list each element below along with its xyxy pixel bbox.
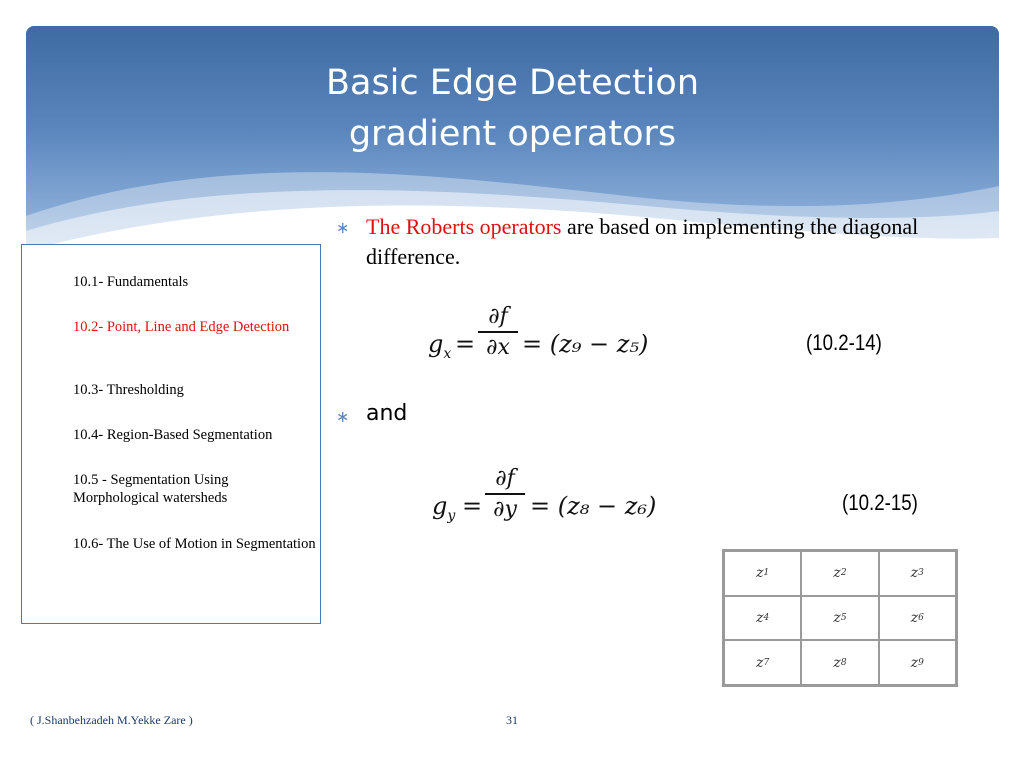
toc-item-thresholding[interactable]: 10.3- Thresholding xyxy=(73,382,184,398)
grid-cell-z3: z 3 xyxy=(879,551,956,596)
bullet-asterisk-icon: ∗ xyxy=(336,220,350,237)
eq1-number: (10.2-14) xyxy=(806,330,882,355)
eq2-number: (10.2-15) xyxy=(842,490,918,515)
eq2-denominator: ∂y xyxy=(493,497,517,522)
eq2-rhs: = (z₈ − z₆) xyxy=(530,492,657,520)
grid-cell-z9: z 9 xyxy=(879,640,956,685)
roberts-operators-highlight: The Roberts operators xyxy=(366,214,562,239)
toc-item-watersheds[interactable]: 10.5 - Segmentation Using Morphological watersheds xyxy=(73,472,229,506)
eq2-lhs: g xyxy=(432,492,448,520)
toc-item-edge-detection[interactable]: 10.2- Point, Line and Edge Detection xyxy=(73,319,290,335)
equation-gy xyxy=(432,492,455,524)
eq1-equals: = xyxy=(455,330,476,358)
bullet-roberts-text xyxy=(366,212,966,272)
grid-cell-z6: z 6 xyxy=(879,596,956,641)
footer-authors: ( J.Shanbehzadeh M.Yekke Zare ) xyxy=(30,713,193,727)
eq2-numerator: ∂f xyxy=(495,466,515,491)
grid-cell-z7: z 7 xyxy=(724,640,801,685)
toc-item-fundamentals[interactable]: 10.1- Fundamentals xyxy=(73,274,189,290)
eq1-fraction xyxy=(478,304,518,360)
neighborhood-grid xyxy=(722,549,958,687)
slide-title-line-1: Basic Edge Detection xyxy=(325,63,700,103)
eq2-equals: = xyxy=(462,492,483,520)
eq1-denominator: ∂x xyxy=(486,335,510,360)
bullet-and-text: and xyxy=(366,401,408,426)
bullet-asterisk-icon: ∗ xyxy=(336,409,350,426)
eq1-rhs: = (z₉ − z₅) xyxy=(522,330,649,358)
toc-item-region-segmentation[interactable]: 10.4- Region-Based Segmentation xyxy=(73,427,273,443)
eq1-lhs: g xyxy=(428,330,444,358)
toc-item-motion[interactable]: 10.6- The Use of Motion in Segmentation xyxy=(73,536,316,552)
eq2-fraction-bar xyxy=(485,493,525,495)
roberts-description: are based on implementing the diagonal difference xyxy=(366,214,919,269)
eq1-fraction-bar xyxy=(478,331,518,333)
eq1-subscript: x xyxy=(443,345,452,362)
eq1-numerator: ∂f xyxy=(488,304,508,329)
equation-gx xyxy=(428,330,451,362)
slide-number: 31 xyxy=(506,713,518,727)
grid-cell-z8: z 8 xyxy=(801,640,878,685)
grid-cell-z1: z 1 xyxy=(724,551,801,596)
slide-title-line-2: gradient operators xyxy=(348,114,677,154)
eq2-fraction xyxy=(485,466,525,522)
grid-cell-z4: z 4 xyxy=(724,596,801,641)
roberts-period: . xyxy=(454,244,461,269)
eq2-subscript: y xyxy=(447,507,456,524)
grid-cell-z5: z 5 xyxy=(801,596,878,641)
slide-title xyxy=(26,58,999,160)
grid-cell-z2: z 2 xyxy=(801,551,878,596)
chapter-contents-box xyxy=(21,244,321,624)
